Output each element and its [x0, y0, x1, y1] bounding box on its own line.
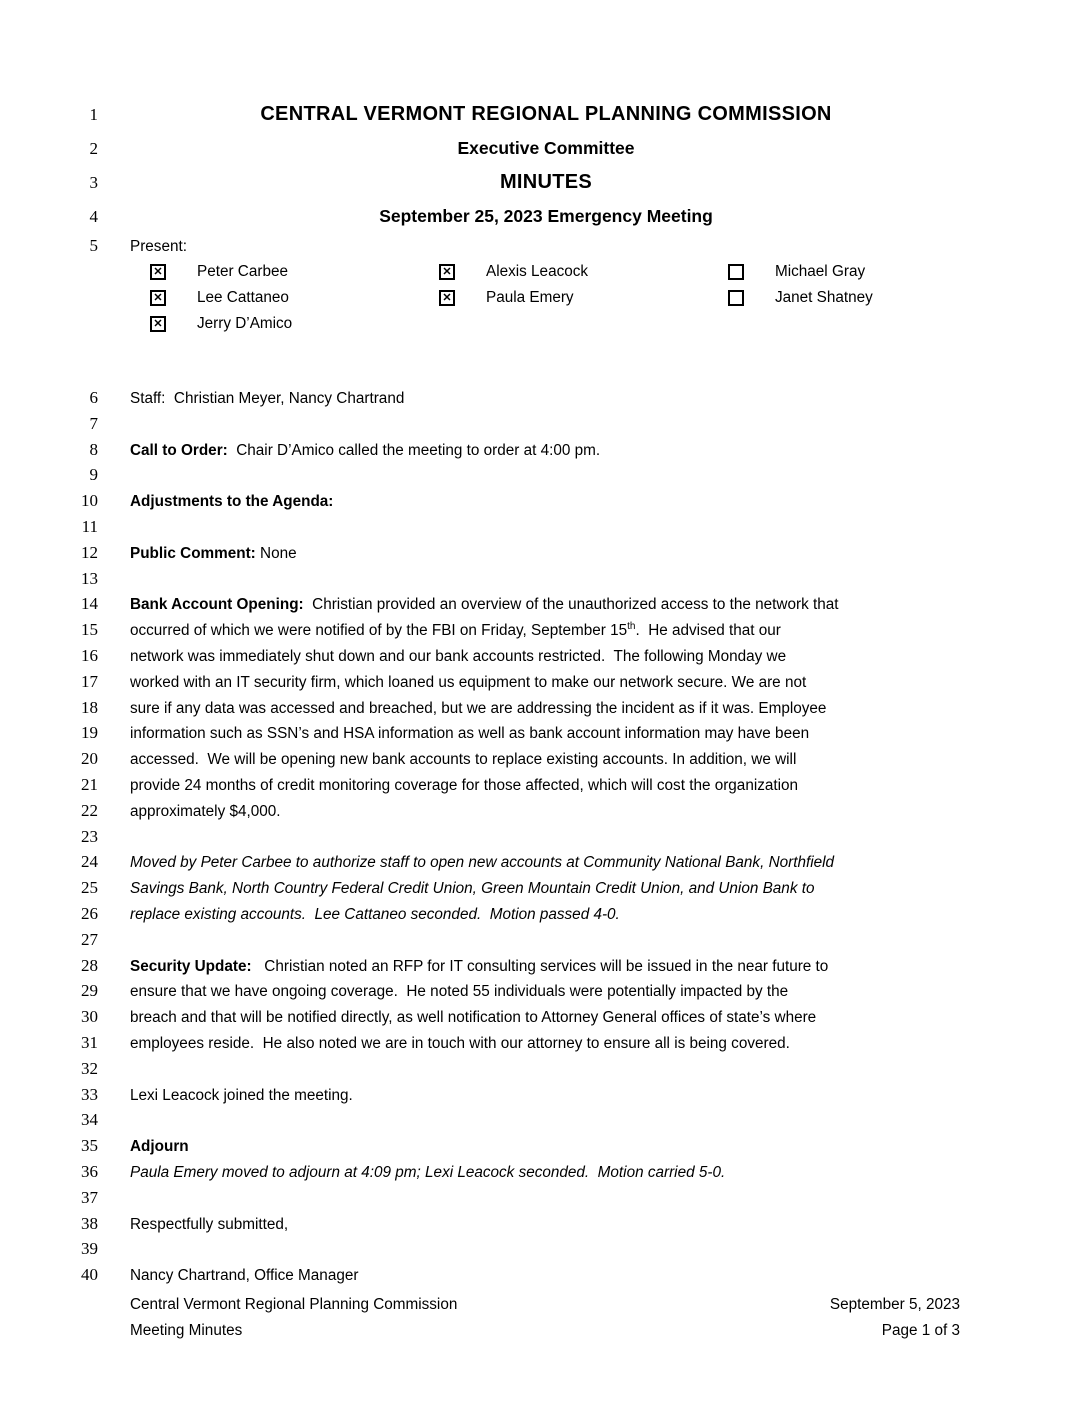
text-segment: Public Comment:: [130, 544, 256, 562]
attendee: [150, 259, 439, 285]
footer-page-number: Page 1 of 3: [881, 1322, 960, 1339]
text-segment: network was immediately shut down and our bank accounts restricted. The following Monday we: [130, 647, 787, 665]
minutes-document: [0, 97, 1088, 1288]
checkbox-checked-icon: ✕: [439, 264, 455, 280]
footer-right: [830, 1292, 960, 1344]
title-line: [0, 131, 1088, 165]
footer-doc-type: Meeting Minutes: [130, 1322, 243, 1339]
text-segment: None: [255, 544, 297, 562]
title-line: [0, 97, 1088, 131]
minutes-line: [0, 488, 1088, 514]
text-segment: Lexi Leacock joined the meeting.: [130, 1086, 353, 1104]
line-text: [130, 902, 962, 928]
line-number: 37: [81, 1187, 98, 1207]
minutes-line: [0, 1236, 1088, 1262]
footer-left: [130, 1292, 457, 1344]
line-text: [130, 1212, 962, 1238]
minutes-line: [0, 1030, 1088, 1056]
line-number: 30: [81, 1007, 98, 1027]
text-segment: th: [627, 621, 636, 633]
line-text: [130, 1160, 962, 1186]
minutes-line: [0, 901, 1088, 927]
minutes-line: [0, 875, 1088, 901]
text-segment: employees reside. He also noted we are in touch with our attorney to ensure all is being covered.: [130, 1034, 790, 1052]
checkbox-checked-icon: ✕: [150, 316, 166, 332]
line-number: 33: [81, 1084, 98, 1104]
line-number: 2: [89, 139, 98, 158]
minutes-line: [0, 1082, 1088, 1108]
document-title-text: MINUTES: [499, 171, 593, 193]
minutes-body: [0, 385, 1088, 1288]
line-number: 20: [81, 749, 98, 769]
minutes-line: [0, 1185, 1088, 1211]
line-number: 36: [81, 1161, 98, 1181]
text-segment: Christian noted an RFP for IT consulting services will be issued in the near future to: [251, 957, 829, 975]
line-text: [130, 696, 962, 722]
text-segment: Security Update:: [130, 957, 252, 975]
minutes-line: [0, 1056, 1088, 1082]
minutes-line: [0, 385, 1088, 411]
present-label: Present:: [130, 238, 187, 255]
text-segment: Call to Order:: [130, 441, 228, 459]
line-text: [130, 1083, 962, 1109]
checkbox-unchecked-icon: [728, 264, 744, 280]
minutes-line: [0, 798, 1088, 824]
text-segment: Bank Account Opening:: [130, 596, 304, 614]
minutes-line: [0, 720, 1088, 746]
line-number: 18: [81, 697, 98, 717]
minutes-line: [0, 1004, 1088, 1030]
checkbox-checked-icon: ✕: [150, 290, 166, 306]
attendee: [728, 285, 1017, 311]
minutes-line: [0, 824, 1088, 850]
attendee: [728, 259, 1017, 285]
line-text: [130, 541, 962, 567]
minutes-line: [0, 1133, 1088, 1159]
minutes-line: [0, 1107, 1088, 1133]
checkbox-unchecked-icon: [728, 290, 744, 306]
attendee-name: Lee Cattaneo: [197, 289, 289, 306]
minutes-line: [0, 772, 1088, 798]
attendee: [439, 259, 728, 285]
text-segment: Savings Bank, North Country Federal Credit Union, Green Mountain Credit Union, and Union Bank to: [130, 880, 815, 898]
text-segment: Staff: Christian Meyer, Nancy Chartrand: [130, 390, 405, 407]
line-number: 29: [81, 981, 98, 1001]
line-number: 32: [81, 1058, 98, 1078]
line-number: 3: [89, 173, 98, 192]
line-number: 35: [81, 1136, 98, 1156]
line-number: 25: [81, 878, 98, 898]
attendee-grid: [130, 311, 962, 337]
line-text: [130, 1031, 962, 1057]
line-number: 34: [81, 1110, 98, 1130]
minutes-line: [0, 953, 1088, 979]
line-text: [130, 618, 962, 644]
line-number: 12: [81, 542, 98, 562]
attendee-grid: [130, 285, 962, 311]
text-segment: Nancy Chartrand, Office Manager: [130, 1267, 359, 1285]
minutes-line: [0, 1211, 1088, 1237]
text-segment: occurred of which we were notified of by the FBI on Friday, September 15: [130, 622, 628, 640]
line-number: 15: [81, 620, 98, 640]
line-number: 14: [81, 594, 98, 614]
minutes-line: [0, 746, 1088, 772]
line-number: 17: [81, 671, 98, 691]
attendee-grid: [130, 259, 962, 285]
checkbox-checked-icon: ✕: [150, 264, 166, 280]
footer-date: September 5, 2023: [829, 1296, 960, 1313]
minutes-line: [0, 643, 1088, 669]
attendee: [150, 311, 439, 337]
line-number: 10: [81, 491, 98, 511]
line-text: [130, 773, 962, 799]
line-text: [130, 799, 962, 825]
line-number: 5: [89, 236, 98, 255]
line-number: 23: [81, 826, 98, 846]
line-number: 8: [89, 439, 98, 459]
minutes-line: [0, 617, 1088, 643]
minutes-line: [0, 591, 1088, 617]
line-number: 1: [89, 105, 98, 124]
minutes-line: [0, 514, 1088, 540]
line-text: [130, 876, 962, 902]
line-text: [130, 489, 962, 515]
minutes-line: [0, 978, 1088, 1004]
line-number: 24: [81, 852, 98, 872]
text-segment: breach and that will be notified directly, as well notification to Attorney General offices of state’s where: [130, 1009, 817, 1027]
line-number: 11: [81, 516, 98, 536]
text-segment: information such as SSN’s and HSA information as well as bank account information may have been: [130, 725, 810, 743]
text-segment: Paula Emery moved to adjourn at 4:09 pm; Lexi Leacock seconded. Motion carried 5-0.: [130, 1163, 726, 1181]
minutes-line: [0, 927, 1088, 953]
text-segment: Respectfully submitted,: [130, 1215, 289, 1233]
line-number: 19: [81, 723, 98, 743]
attendee-name: Peter Carbee: [197, 263, 288, 280]
minutes-line: [0, 540, 1088, 566]
line-number: 16: [81, 645, 98, 665]
minutes-line: [0, 1262, 1088, 1288]
text-segment: ensure that we have ongoing coverage. He noted 55 individuals were potentially impacted by the: [130, 983, 789, 1001]
text-segment: Moved by Peter Carbee to authorize staff to open new accounts at Community National Bank, Northfield: [130, 854, 835, 872]
attendee-name: Paula Emery: [486, 289, 574, 306]
text-segment: . He advised that our: [635, 622, 781, 640]
line-number: 28: [81, 955, 98, 975]
line-text: [130, 1005, 962, 1031]
line-text: [130, 1263, 962, 1289]
checkbox-checked-icon: ✕: [439, 290, 455, 306]
minutes-line: [0, 437, 1088, 463]
line-number: 4: [89, 207, 98, 226]
line-number: 7: [89, 413, 98, 433]
line-number: 31: [81, 1032, 98, 1052]
line-number: 9: [89, 465, 98, 485]
section-spacer: [0, 337, 1088, 385]
text-segment: Christian provided an overview of the unauthorized access to the network that: [303, 596, 839, 614]
line-number: 6: [89, 388, 98, 407]
attendee-row: [0, 311, 1088, 337]
line-number: 21: [81, 774, 98, 794]
minutes-line: [0, 462, 1088, 488]
text-segment: replace existing accounts. Lee Cattaneo seconded. Motion passed 4-0.: [130, 905, 620, 923]
text-segment: approximately $4,000.: [130, 802, 281, 820]
document-title-text: Executive Committee: [457, 138, 635, 158]
line-number: 13: [81, 568, 98, 588]
minutes-line: [0, 695, 1088, 721]
line-number: 39: [81, 1239, 98, 1259]
text-segment: Adjourn: [130, 1138, 189, 1156]
minutes-line: [0, 669, 1088, 695]
document-title-text: CENTRAL VERMONT REGIONAL PLANNING COMMISSION: [260, 103, 832, 125]
attendee: [150, 285, 439, 311]
title-line: [0, 199, 1088, 233]
attendee-row: [0, 259, 1088, 285]
line-text: [130, 644, 962, 670]
text-segment: Chair D’Amico called the meeting to order at 4:00 pm.: [227, 441, 601, 459]
attendee-name: Alexis Leacock: [486, 263, 589, 280]
text-segment: accessed. We will be opening new bank accounts to replace existing accounts. In addition, we will: [130, 751, 797, 769]
line-text: [130, 747, 962, 773]
line-text: [130, 979, 962, 1005]
minutes-line: [0, 411, 1088, 437]
document-header: [0, 97, 1088, 233]
line-text: [130, 721, 962, 747]
line-text: [130, 1134, 962, 1160]
minutes-line: [0, 849, 1088, 875]
title-line: [0, 165, 1088, 199]
line-number: 38: [81, 1213, 98, 1233]
document-title-text: September 25, 2023 Emergency Meeting: [379, 206, 713, 226]
line-text: [130, 592, 962, 618]
attendee-row: [0, 285, 1088, 311]
text-segment: Adjustments to the Agenda:: [130, 493, 334, 511]
attendee-name: Jerry D’Amico: [197, 315, 293, 332]
line-text: [130, 670, 962, 696]
line-text: [130, 954, 962, 980]
text-segment: sure if any data was accessed and breached, but we are addressing the incident as if it was. Employee: [130, 699, 827, 717]
page-footer: [130, 1292, 960, 1344]
line-number: 26: [81, 903, 98, 923]
text-segment: provide 24 months of credit monitoring coverage for those affected, which will cost the organization: [130, 776, 799, 794]
line-number: 22: [81, 800, 98, 820]
present-line: [0, 233, 1088, 259]
line-text: [130, 850, 962, 876]
line-text: [130, 386, 962, 412]
line-number: 40: [81, 1265, 98, 1285]
attendee: [439, 285, 728, 311]
line-text: [130, 438, 962, 464]
attendee-name: Michael Gray: [775, 263, 866, 280]
footer-org-name: Central Vermont Regional Planning Commission: [130, 1296, 458, 1313]
line-number: 27: [81, 929, 98, 949]
attendee-list: [0, 259, 1088, 337]
attendee-name: Janet Shatney: [775, 289, 873, 306]
minutes-line: [0, 566, 1088, 592]
minutes-line: [0, 1159, 1088, 1185]
text-segment: worked with an IT security firm, which loaned us equipment to make our network secure. We are not: [130, 673, 807, 691]
